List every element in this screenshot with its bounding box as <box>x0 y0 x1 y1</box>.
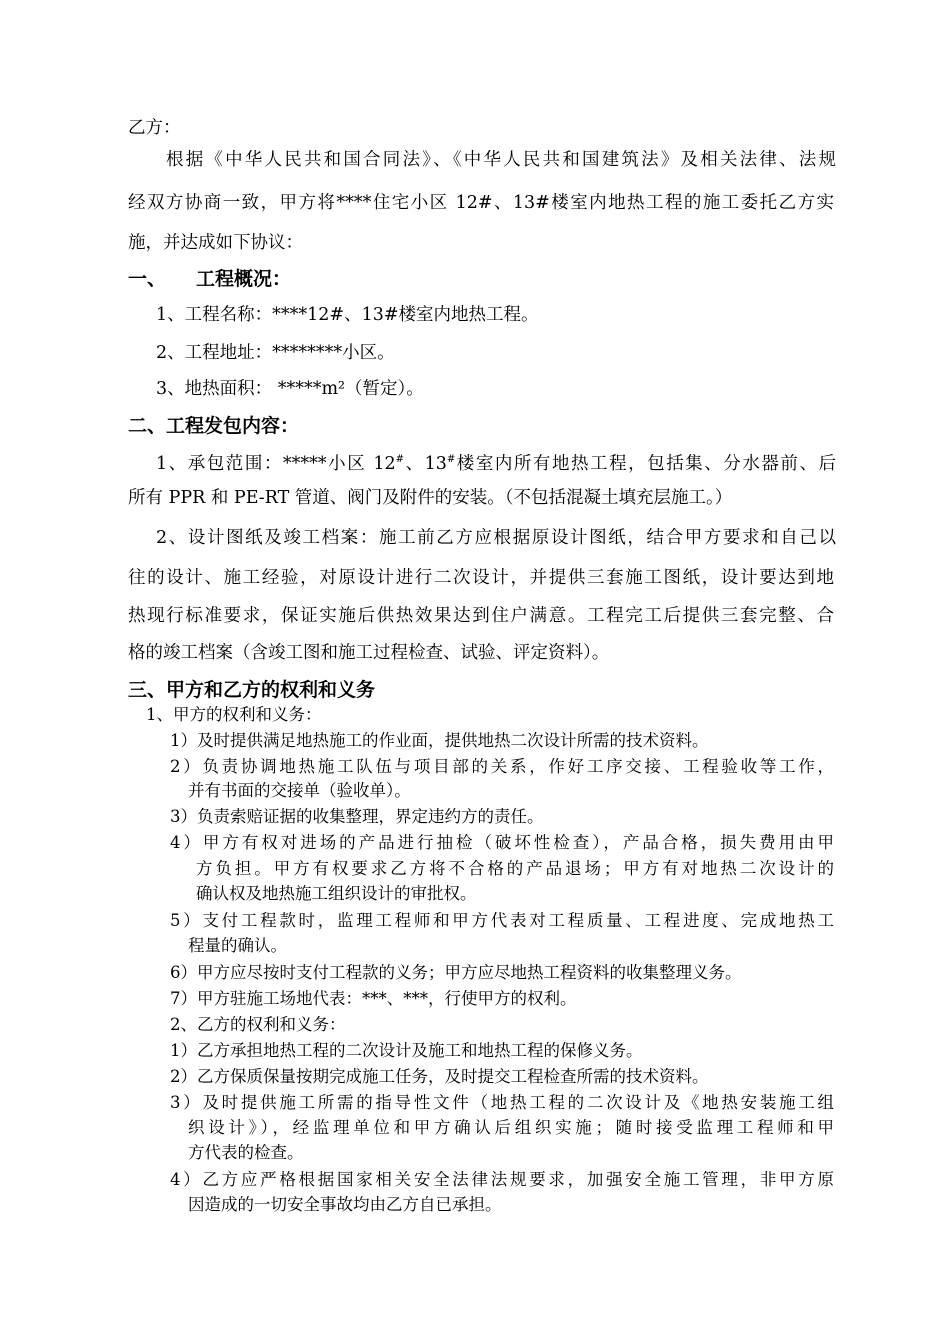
party-a-item-5-line-1: 5）支付工程款时，监理工程师和甲方代表对工程质量、工程进度、完成地热工 <box>170 911 834 930</box>
party-a-item-4-line-3: 确认权及地热施工组织设计的审批权。 <box>196 884 477 903</box>
section-1-item-2: 2、工程地址：********小区。 <box>156 343 395 363</box>
section-2-title: 二、工程发包内容： <box>128 415 300 437</box>
section-2-item-1-line-2: 所有 PPR 和 PE-RT 管道、阀门及附件的安装。（不包括混凝土填充层施工。） <box>128 488 733 508</box>
section-2-item-2-line-2: 往的设计、施工经验，对原设计进行二次设计，并提供三套施工图纸，设计要达到地 <box>128 568 834 588</box>
section-1-number: 一、 <box>128 268 167 290</box>
intro-line-3: 施，并达成如下协议： <box>128 233 303 253</box>
party-a-item-2-line-2: 并有书面的交接单（验收单）。 <box>188 781 411 800</box>
building-mark-1: # <box>395 454 405 466</box>
section-1-item-1: 1、工程名称：****12#、13#楼室内地热工程。 <box>156 305 539 325</box>
party-b-item-3-line-1: 3）及时提供施工所需的指导性文件（地热工程的二次设计及《地热安装施工组 <box>170 1093 834 1112</box>
party-b-item-3-line-2: 织设计》），经监理单位和甲方确认后组织实施；随时接受监理工程师和甲 <box>188 1118 834 1137</box>
party-b-item-3-line-3: 方代表的检查。 <box>188 1143 304 1162</box>
party-a-item-4-line-2: 方负担。甲方有权要求乙方将不合格的产品退场；甲方有对地热二次设计的 <box>196 859 834 878</box>
party-b-item-2: 2）乙方保质保量按期完成施工任务，及时提交工程检查所需的技术资料。 <box>170 1067 709 1086</box>
party-b-heading: 2、乙方的权利和义务： <box>170 1015 346 1034</box>
section-1-title: 工程概况： <box>196 268 292 290</box>
party-a-item-6: 6）甲方应尽按时支付工程款的义务；甲方应尽地热工程资料的收集整理义务。 <box>170 963 742 982</box>
intro-line-1: 根据《中华人民共和国合同法》、《中华人民共和国建筑法》及相关法律、法规 <box>166 150 836 170</box>
party-a-item-4-line-1: 4）甲方有权对进场的产品进行抽检（破坏性检查），产品合格，损失费用由甲 <box>170 833 834 852</box>
building-mark-2: # <box>446 454 456 466</box>
party-a-heading: 1、甲方的权利和义务： <box>146 705 322 724</box>
party-a-item-7: 7）甲方驻施工场地代表：***、***，行使甲方的权利。 <box>170 989 577 1008</box>
section-2-item-2-line-3: 热现行标准要求，保证实施后供热效果达到住户满意。工程完工后提供三套完整、合 <box>128 606 834 626</box>
intro-line-2: 经双方协商一致，甲方将****住宅小区 12#、13#楼室内地热工程的施工委托乙方实 <box>128 193 834 213</box>
party-b-item-1: 1）乙方承担地热工程的二次设计及施工和地热工程的保修义务。 <box>170 1041 643 1060</box>
section-2-item-2-line-4: 格的竣工档案（含竣工图和施工过程检查、试验、评定资料）。 <box>128 643 610 663</box>
party-a-item-3: 3）负责索赔证据的收集整理，界定违约方的责任。 <box>170 807 544 826</box>
party-a-item-5-line-2: 程量的确认。 <box>188 936 287 955</box>
party-b-item-4-line-2: 因造成的一切安全事故均由乙方自已承担。 <box>188 1195 502 1214</box>
section-2-item-2-line-1: 2、设计图纸及竣工档案：施工前乙方应根据原设计图纸，结合甲方要求和自己以 <box>156 528 836 548</box>
section-3-title: 三、甲方和乙方的权利和义务 <box>128 679 376 701</box>
party-a-item-2-line-1: 2）负责协调地热施工队伍与项目部的关系，作好工序交接、工程验收等工作， <box>170 757 834 776</box>
range-text-a: 1、承包范围：*****小区 12 <box>156 454 396 474</box>
party-b-item-4-line-1: 4）乙方应严格根据国家相关安全法律法规要求，加强安全施工管理，非甲方原 <box>170 1170 834 1189</box>
section-2-item-1-line-1 <box>156 452 836 476</box>
party-b-label: 乙方： <box>128 118 181 138</box>
section-1-item-3: 3、地热面积： *****m²（暂定）。 <box>156 379 424 399</box>
range-text-c: 楼室内所有地热工程，包括集、分水器前、后 <box>455 454 836 474</box>
range-text-b: 、13 <box>404 454 447 474</box>
party-a-item-1: 1）及时提供满足地热施工的作业面，提供地热二次设计所需的技术资料。 <box>170 731 709 750</box>
